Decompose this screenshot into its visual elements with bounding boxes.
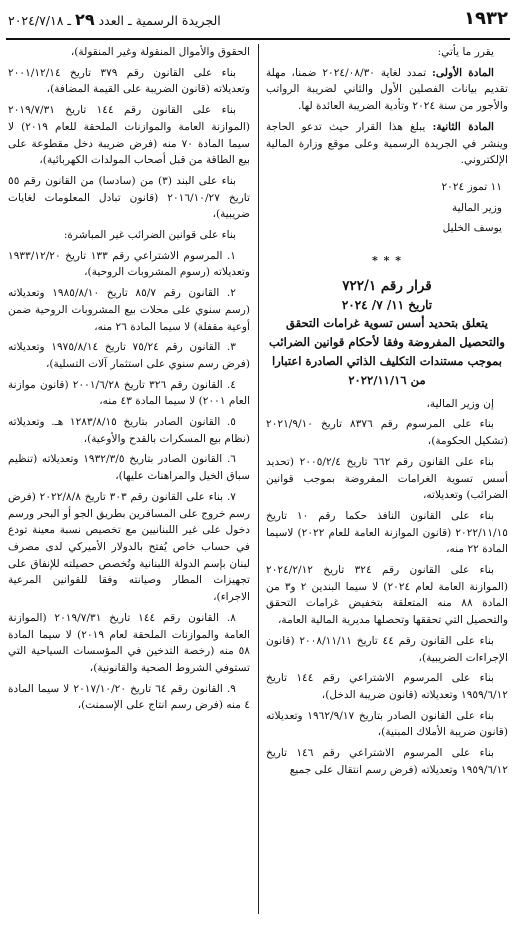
issue-date: ـ ٢٠٢٤/٧/١٨ (8, 13, 72, 28)
minister-intro: إن وزير المالية، (426, 397, 494, 410)
numbered-law-item: ٤. القانون رقم ٣٢٦ تاريخ ٢٠٠١/٦/٢٨ (قانون موازنة العام ٢٠٠١) لا سيما المادة ٤٣ منه، (8, 378, 250, 408)
numbered-law-item: ٣. القانون رقم ٧٥/٢٤ تاريخ ١٩٧٥/٨/١٤ وتعديلاته (فرض رسم سنوي على استثمار آلات التسلية)، (8, 341, 250, 370)
left-column (8, 44, 250, 718)
numbered-law-item: ٢. القانون رقم ٨٥/٧ تاريخ ١٩٨٥/٨/١٠ وتعديلاته (رسم سنوي على محلات بيع المشروبات الروحية ضمن أوعية مقفلة) لا سيما المادة ٢٦ منه، (8, 287, 250, 333)
indirect-taxes-intro: بناء على قوانين الضرائب غير المباشرة: (63, 229, 236, 242)
legal-basis-item: بناء على القانون رقم ١٤٤ تاريخ ٢٠١٩/٧/٣١ (الموازنة العامة والموازنات الملحقة للعام ٢٠١٩) لا سيما المادة ٧٠ منه (فرض ضريبة دخل مقطوعة على بيع الطاقة من قبل أصحاب المولدات الكهربائية)، (8, 104, 250, 167)
gazette-name: الجريدة الرسمية ـ العدد (98, 13, 221, 28)
issue-number: ٢٩ (75, 10, 95, 29)
legal-basis-item: بناء على المرسوم رقم ٨٣٧٦ تاريخ ٢٠٢١/٩/١٠ (تشكيل الحكومة)، (266, 418, 508, 448)
legal-basis-item: بناء على القانون رقم ٤٤ تاريخ ٢٠٠٨/١١/١١ (قانون الإجراءات الضريبية)، (266, 634, 508, 664)
column-divider (258, 44, 259, 914)
signature-title: وزير المالية (451, 201, 502, 214)
numbered-law-item: ١. المرسوم الاشتراعي رقم ١٣٣ تاريخ ١٩٣٣/١٢/٢٠ وتعديلاته (رسوم المشروبات الروحية)، (8, 249, 250, 279)
header-divider (6, 38, 510, 40)
legal-basis-item: بناء على المرسوم الاشتراعي رقم ١٤٦ تاريخ ١٩٥٩/٦/١٢ وتعديلاته (فرض رسم انتقال على جميع (266, 747, 508, 776)
numbered-law-item: ٧. بناء على القانون رقم ٣٠٣ تاريخ ٢٠٢٢/٨/٨ (فرض رسم خروج على المسافرين بطريق الجو أو البحر ورسم دخول على غير اللبنانيين مع تخصيص نسبة معينة تودع في حساب خاص يُفتح بالدولار الأميركي لدى مصرف لبنان بإسم الدولة اللبنانية وتُخصص حصيلته للإنفاق على تجهيزات المطار وصيانته وفقا للقوانين المرعية الاجراء)، (8, 490, 250, 604)
article-two-label: المادة الثانية: (432, 120, 494, 133)
continuation-text: الحقوق والأموال المنقولة وغير المنقولة)، (70, 46, 250, 58)
resolution-intro: يقرر ما يأتي: (437, 46, 494, 58)
legal-basis-item: بناء على القانون رقم ٦٦٢ تاريخ ٢٠٠٥/٢/٤ (تحديد أسس تسوية الغرامات المفروضة بموجب قوانين الضرائب) وتعديلاته، (266, 455, 508, 502)
article-two-text: يبلغ هذا القرار حيث تدعو الحاجة وينشر في الجريدة الرسمية وعلى موقع وزارة المالية الإلكتروني. (266, 120, 508, 167)
page-header (6, 6, 510, 34)
numbered-law-item: ٦. القانون الصادر بتاريخ ١٩٣٢/٣/٥ وتعديلاته (تنظيم سباق الخيل والمراهنات عليها)، (8, 453, 250, 483)
signature-date: ١١ تموز ٢٠٢٤ (441, 180, 502, 193)
article-one (266, 65, 508, 115)
article-one-text: تمدد لغاية ٢٠٢٤/٠٨/٣٠ ضمنا، مهلة تقديم بيانات الفصلين الأول والثاني لضريبة الرواتب والأجور من سنة ٢٠٢٤ وتأدية الضريبة العائدة لها. (266, 66, 508, 113)
decree-subject: يتعلق بتحديد أسس تسوية غرامات التحقق والتحصيل المفروضة وفقا لأحكام قوانين الضرائب بموجب مستندات التكليف الذاتي الصادرة اعتبارا من ٢٠٢٢/١١/١٦ (269, 315, 505, 387)
numbered-law-item: ٥. القانون الصادر بتاريخ ١٢٨٣/٨/١٥ هـ. وتعديلاته (نظام بيع المسكرات بالقدح والأوعية)، (8, 416, 250, 445)
legal-basis-item: بناء على البند (٣) من (سادسا) من القانون رقم ٥٥ تاريخ ٢٠١٦/١٠/٢٧ (قانون تبادل المعلومات لغايات ضريبية)، (8, 174, 250, 221)
article-one-label: المادة الأولى: (432, 66, 494, 79)
gazette-title (8, 10, 221, 29)
legal-basis-item: بناء على القانون الصادر بتاريخ ١٩٦٢/٩/١٧ وتعديلاته (قانون ضريبة الأملاك المبنية)، (266, 709, 508, 739)
numbered-law-item: ٨. القانون رقم ١٤٤ تاريخ ٢٠١٩/٧/٣١ (الموازنة العامة والموازنات الملحقة لعام ٢٠١٩) لا سيما المادة ٥٨ منه (رخصة التدخين في المؤسسات السياحية التي تستوفي الشروط الصحية والقانونية)، (8, 611, 250, 674)
decree-date: تاريخ ١١/ ٧/ ٢٠٢٤ (341, 297, 433, 312)
page-number: ١٩٣٢ (464, 8, 508, 29)
decree-number: قرار رقم ٧٢٢/١ (342, 277, 432, 294)
decree-heading (266, 253, 508, 390)
legal-basis-item: بناء على المرسوم الاشتراعي رقم ١٤٤ تاريخ ١٩٥٩/٦/١٢ وتعديلاته (قانون ضريبة الدخل)، (266, 672, 508, 701)
numbered-law-item: ٩. القانون رقم ٦٤ تاريخ ٢٠١٧/١٠/٢٠ لا سيما المادة ٤ منه (فرض رسم انتاج على الإسمنت)، (8, 682, 250, 712)
section-separator: * * * (372, 254, 402, 268)
article-two (266, 119, 508, 169)
legal-basis-item: بناء على القانون رقم ٣٧٩ تاريخ ٢٠٠١/١٢/١٤ وتعديلاته (قانون الضريبة على القيمة المضافة)، (8, 66, 250, 96)
signature-name: يوسف الخليل (442, 222, 502, 235)
legal-basis-item: بناء على القانون النافذ حكما رقم ١٠ تاريخ ٢٠٢٢/١١/١٥ (قانون الموازنة العامة للعام ٢٠٢٢) لاسيما المادة ٢٢ منه، (266, 509, 509, 556)
right-column (266, 44, 508, 783)
legal-basis-item: بناء على القانون رقم ٣٢٤ تاريخ ٢٠٢٤/٢/١٢ (الموازنة العامة لعام ٢٠٢٤) لا سيما البندين ٢ و٣ من المادة ٨٨ منه المتعلقة بتخفيض غرامات التحقق والتحصيل التي تحققها وتحصلها مديرية المالية العامة، (266, 564, 508, 627)
